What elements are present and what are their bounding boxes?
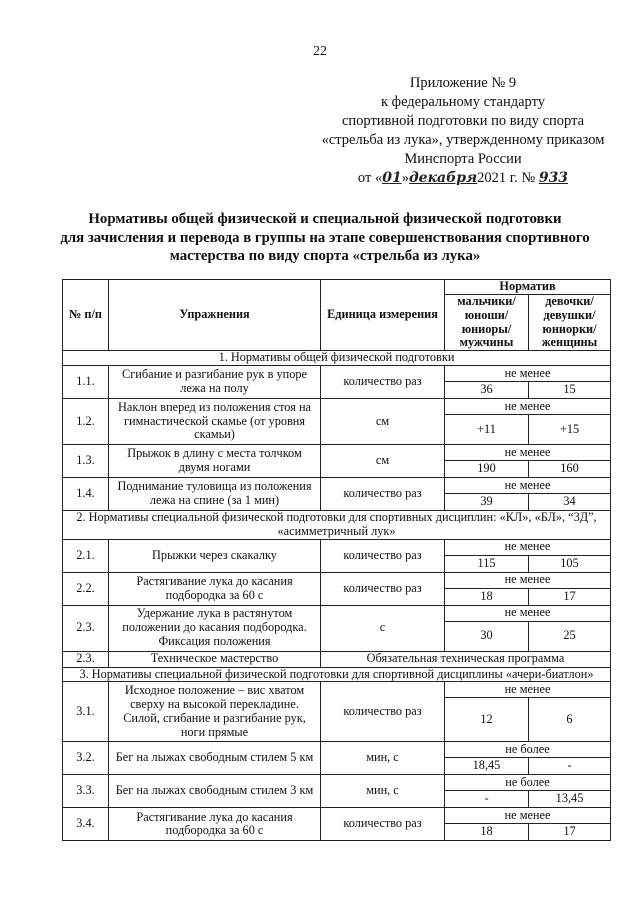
section-title: 1. Нормативы общей физической подготовки: [63, 351, 611, 366]
row-exercise: Удержание лука в растянутом положении до касания подбородка. Фиксация положения: [109, 605, 321, 651]
row-exercise: Прыжки через скакалку: [109, 539, 321, 572]
value-female: 6: [529, 698, 611, 742]
value-male: 18,45: [445, 758, 529, 775]
value-female: 160: [529, 460, 611, 477]
date-year: 2021 г. №: [477, 170, 536, 186]
value-female: -: [529, 758, 611, 775]
row-num: 3.4.: [63, 808, 109, 841]
row-num: 3.1.: [63, 682, 109, 742]
table-row: [63, 398, 611, 414]
table-row: [63, 365, 611, 381]
table-row: [63, 477, 611, 493]
value-female: 13,45: [529, 791, 611, 808]
value-male: 18: [445, 588, 529, 605]
row-num: 2.1.: [63, 539, 109, 572]
row-condition: не более: [445, 742, 611, 758]
value-male: 190: [445, 460, 529, 477]
row-condition: не менее: [445, 477, 611, 493]
table-row: [63, 808, 611, 824]
header-norm: Норматив: [445, 280, 611, 295]
handwritten-day: 01: [382, 170, 402, 186]
table-row: [63, 444, 611, 460]
row-unit: мин, с: [321, 775, 445, 808]
table-row: [63, 572, 611, 588]
row-exercise: Исходное положение – вис хватом сверху на высокой перекладине. Силой, сгибание и разгибание рук, ноги прямые: [109, 682, 321, 742]
appendix-line: к федеральному стандарту: [381, 94, 545, 110]
value-male: 39: [445, 493, 529, 510]
row-exercise: Техническое мастерство: [109, 651, 321, 667]
title-line: мастерства по виду спорта «стрельба из лука»: [169, 248, 481, 264]
header-male: мальчики/ юноши/ юниоры/ мужчины: [445, 295, 529, 351]
handwritten-month: декабря: [408, 170, 478, 186]
row-num: 2.2.: [63, 572, 109, 605]
value-female: 15: [529, 381, 611, 398]
table-body: [63, 351, 611, 841]
header-num: № п/п: [63, 280, 109, 351]
title-line: Нормативы общей физической и специальной физической подготовки: [88, 211, 562, 227]
row-unit: количество раз: [321, 477, 445, 510]
date-prefix: от «: [357, 170, 383, 186]
row-condition: не более: [445, 775, 611, 791]
row-unit: количество раз: [321, 682, 445, 742]
order-date-line: [318, 169, 608, 188]
value-male: 30: [445, 621, 529, 651]
row-num: 1.4.: [63, 477, 109, 510]
table-row: [63, 775, 611, 791]
handwritten-number: 933: [538, 170, 569, 186]
header-exercise: Упражнения: [109, 280, 321, 351]
date-mid: »: [401, 170, 409, 186]
section-title: 2. Нормативы специальной физической подготовки для спортивных дисциплин: «КЛ», «БЛ», “3Д”, «асимметричный лук»: [63, 510, 611, 539]
row-num: 1.1.: [63, 365, 109, 398]
row-condition: не менее: [445, 539, 611, 555]
appendix-line: Приложение № 9: [409, 75, 517, 91]
row-num: 1.3.: [63, 444, 109, 477]
value-male: 36: [445, 381, 529, 398]
section-row: [63, 510, 611, 539]
value-male: 12: [445, 698, 529, 742]
value-female: 17: [529, 588, 611, 605]
page-number: 22: [313, 44, 327, 59]
row-num: 3.3.: [63, 775, 109, 808]
row-exercise: Бег на лыжах свободным стилем 3 км: [109, 775, 321, 808]
row-condition: не менее: [445, 808, 611, 824]
appendix-block: [318, 74, 608, 188]
appendix-line: Минспорта России: [404, 151, 522, 167]
row-num: 2.3.: [63, 651, 109, 667]
table-row: [63, 682, 611, 698]
row-unit: количество раз: [321, 539, 445, 572]
row-condition: не менее: [445, 444, 611, 460]
row-condition: не менее: [445, 572, 611, 588]
document-title: [40, 210, 610, 266]
row-unit: мин, с: [321, 742, 445, 775]
row-condition: не менее: [445, 398, 611, 414]
row-exercise: Бег на лыжах свободным стилем 5 км: [109, 742, 321, 775]
row-exercise: Сгибание и разгибание рук в упоре лежа на полу: [109, 365, 321, 398]
row-exercise: Растягивание лука до касания подбородка за 60 с: [109, 572, 321, 605]
value-female: 105: [529, 555, 611, 572]
value-female: 17: [529, 824, 611, 841]
row-num: 3.2.: [63, 742, 109, 775]
row-unit: количество раз: [321, 572, 445, 605]
appendix-line: спортивной подготовки по виду спорта: [341, 113, 585, 129]
row-num: 1.2.: [63, 398, 109, 444]
norms-table: [62, 279, 611, 841]
value-female: +15: [529, 414, 611, 444]
row-condition: не менее: [445, 682, 611, 698]
value-male: 115: [445, 555, 529, 572]
row-num: 2.3.: [63, 605, 109, 651]
row-merged-norm: Обязательная техническая программа: [321, 651, 611, 667]
value-male: 18: [445, 824, 529, 841]
section-row: [63, 667, 611, 682]
row-unit: количество раз: [321, 365, 445, 398]
appendix-line: «стрельба из лука», утвержденному приказом: [321, 132, 605, 148]
value-female: 25: [529, 621, 611, 651]
row-exercise: Прыжок в длину с места толчком двумя ногами: [109, 444, 321, 477]
section-row: [63, 351, 611, 366]
row-unit: см: [321, 398, 445, 444]
header-unit: Единица измерения: [321, 280, 445, 351]
table-row: [63, 651, 611, 667]
section-title: 3. Нормативы специальной физической подготовки для спортивной дисциплины «ачери-биатлон»: [63, 667, 611, 682]
row-exercise: Растягивание лука до касания подбородка за 60 с: [109, 808, 321, 841]
header-female: девочки/ девушки/ юниорки/ женщины: [529, 295, 611, 351]
value-female: 34: [529, 493, 611, 510]
row-unit: количество раз: [321, 808, 445, 841]
table-row: [63, 605, 611, 621]
row-unit: см: [321, 444, 445, 477]
row-exercise: Поднимание туловища из положения лежа на спине (за 1 мин): [109, 477, 321, 510]
row-exercise: Наклон вперед из положения стоя на гимнастической скамье (от уровня скамьи): [109, 398, 321, 444]
row-condition: не менее: [445, 365, 611, 381]
table-row: [63, 742, 611, 758]
table-row: [63, 539, 611, 555]
title-line: для зачисления и перевода в группы на этапе совершенствования спортивного: [60, 229, 590, 246]
value-male: -: [445, 791, 529, 808]
row-unit: с: [321, 605, 445, 651]
row-condition: не менее: [445, 605, 611, 621]
value-male: +11: [445, 414, 529, 444]
